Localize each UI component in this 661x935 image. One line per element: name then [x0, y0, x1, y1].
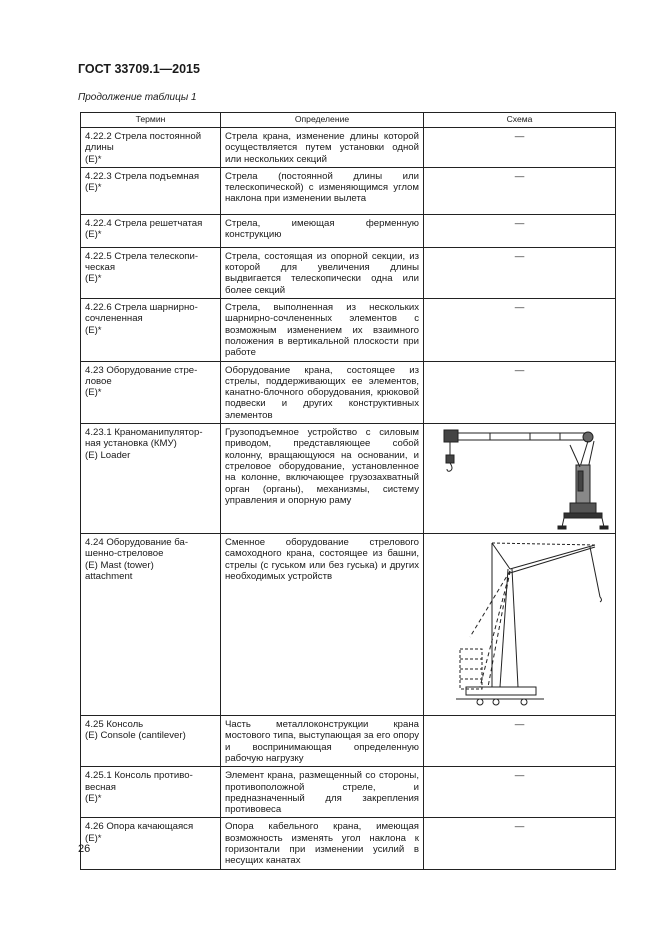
term-cell: [81, 818, 221, 869]
definition-cell: Элемент крана, размещенный со стороны, противоположной стреле, и предназначенный для закрепления противовеса: [221, 767, 424, 818]
term-line: (E)*: [85, 273, 102, 285]
term-line: ловое: [85, 375, 112, 387]
table-row: [81, 716, 616, 767]
column-header-schema: Схема: [424, 113, 616, 128]
term-cell: [81, 167, 221, 214]
column-header-definition: Определение: [221, 113, 424, 128]
term-cell: [81, 424, 221, 534]
schema-dash: —: [514, 170, 525, 182]
term-cell: [81, 299, 221, 361]
loader-crane-figure: [430, 427, 610, 531]
term-line: ная установка (КМУ): [85, 438, 177, 450]
definition-cell: Сменное оборудование стрелового самоходного крана, состоящее из башни, стрелы (с гуськом или без гуська) и других необходимых устройств: [221, 534, 424, 716]
term-line: весная: [85, 781, 116, 793]
term-line: шенно-стреловое: [85, 548, 164, 560]
term-line: ческая: [85, 262, 116, 274]
table-row: [81, 361, 616, 423]
table-row: [81, 424, 616, 534]
table-row: [81, 818, 616, 869]
schema-cell: [424, 214, 616, 247]
term-line: (E)*: [85, 229, 102, 241]
definition-cell: Стрела, состоящая из опорной секции, из которой для увеличения длины выдвигается телескопически одна или более секций: [221, 247, 424, 298]
table-row: [81, 128, 616, 168]
definition-cell: Часть металлоконструкции крана мостового типа, выступающая за его опору и воспринимающая определенную рабочую нагрузку: [221, 716, 424, 767]
schema-cell: [424, 424, 616, 534]
schema-cell: [424, 361, 616, 423]
schema-dash: —: [514, 217, 525, 229]
term-cell: [81, 128, 221, 168]
term-line: (E)*: [85, 182, 102, 194]
definition-cell: Стрела (постоянной длины или телескопической) с изменяющимся углом наклона при изменении вылета: [221, 167, 424, 214]
term-line: 4.25.1 Консоль противо-: [85, 770, 193, 782]
schema-dash: —: [514, 770, 525, 782]
definition-cell: Стрела крана, изменение длины которой осуществляется путем установки одной или нескольких секций: [221, 128, 424, 168]
schema-dash: —: [514, 364, 525, 376]
schema-cell: [424, 299, 616, 361]
term-line: 4.22.2 Стрела постоянной: [85, 131, 202, 142]
definition-cell: Стрела, имеющая ферменную конструкцию: [221, 214, 424, 247]
term-cell: [81, 767, 221, 818]
term-line: 4.22.6 Стрела шарнирно-: [85, 302, 198, 314]
schema-cell: [424, 128, 616, 168]
term-line: attachment: [85, 570, 133, 582]
table-row: [81, 534, 616, 716]
term-cell: [81, 534, 221, 716]
term-line: 4.22.3 Стрела подъемная: [85, 170, 200, 182]
term-line: (E) Console (cantilever): [85, 730, 186, 742]
table-row: [81, 214, 616, 247]
schema-cell: [424, 716, 616, 767]
definition-cell: Оборудование крана, состоящее из стрелы, поддерживающих ее элементов, канатно-блочного оборудования, крюковой подвески и других конструктивных элементов: [221, 361, 424, 423]
schema-dash: —: [514, 821, 525, 833]
page-number: 26: [78, 843, 91, 855]
term-line: 4.22.5 Стрела телескопи-: [85, 250, 199, 262]
term-line: 4.23.1 Краноманипулятор-: [85, 427, 203, 439]
schema-cell: [424, 247, 616, 298]
table-row: [81, 767, 616, 818]
table-row: [81, 167, 616, 214]
term-line: сочлененная: [85, 313, 143, 325]
table-caption: Продолжение таблицы 1: [78, 92, 197, 103]
term-cell: [81, 214, 221, 247]
term-line: (E) Mast (tower): [85, 559, 154, 571]
schema-cell: [424, 767, 616, 818]
schema-dash: —: [514, 719, 525, 731]
term-line: 4.24 Оборудование ба-: [85, 537, 189, 549]
definition-cell: Стрела, выполненная из нескольких шарнирно-сочлененных элементов с возможным изменением их взаимного положения в вертикальной плоскости при работе: [221, 299, 424, 361]
mast-attachment-figure: [430, 537, 610, 713]
term-cell: [81, 716, 221, 767]
schema-dash: —: [514, 131, 525, 142]
table-header-row: [81, 113, 616, 128]
term-line: (E) Loader: [85, 449, 131, 461]
term-line: (E)*: [85, 324, 102, 336]
schema-cell: [424, 167, 616, 214]
table-row: [81, 247, 616, 298]
terms-table: [80, 112, 616, 870]
term-line: (E)*: [85, 832, 102, 844]
schema-dash: —: [514, 250, 525, 262]
schema-dash: —: [514, 302, 525, 314]
term-line: 4.23 Оборудование стре-: [85, 364, 198, 376]
term-line: 4.25 Консоль: [85, 719, 144, 731]
term-cell: [81, 247, 221, 298]
term-line: длины: [85, 142, 114, 154]
column-header-term: Термин: [81, 113, 221, 128]
table-row: [81, 299, 616, 361]
term-line: 4.22.4 Стрела решетчатая: [85, 217, 203, 229]
schema-cell: [424, 534, 616, 716]
schema-cell: [424, 818, 616, 869]
term-line: (E)*: [85, 387, 102, 399]
term-line: 4.26 Опора качающаяся: [85, 821, 194, 833]
definition-cell: Опора кабельного крана, имеющая возможность изменять угол наклона к горизонтали при изменении усилий в несущих канатах: [221, 818, 424, 869]
term-cell: [81, 361, 221, 423]
document-code: ГОСТ 33709.1—2015: [78, 62, 200, 76]
definition-cell: Грузоподъемное устройство с силовым приводом, представляющее собой колонну, вращающуюся на основании, и стреловое оборудование, установленное на колонне, включающее грузозахватный орган (органы), механизмы, систему управления и опорную раму: [221, 424, 424, 534]
term-line: (E)*: [85, 792, 102, 804]
term-line: (E)*: [85, 153, 102, 165]
